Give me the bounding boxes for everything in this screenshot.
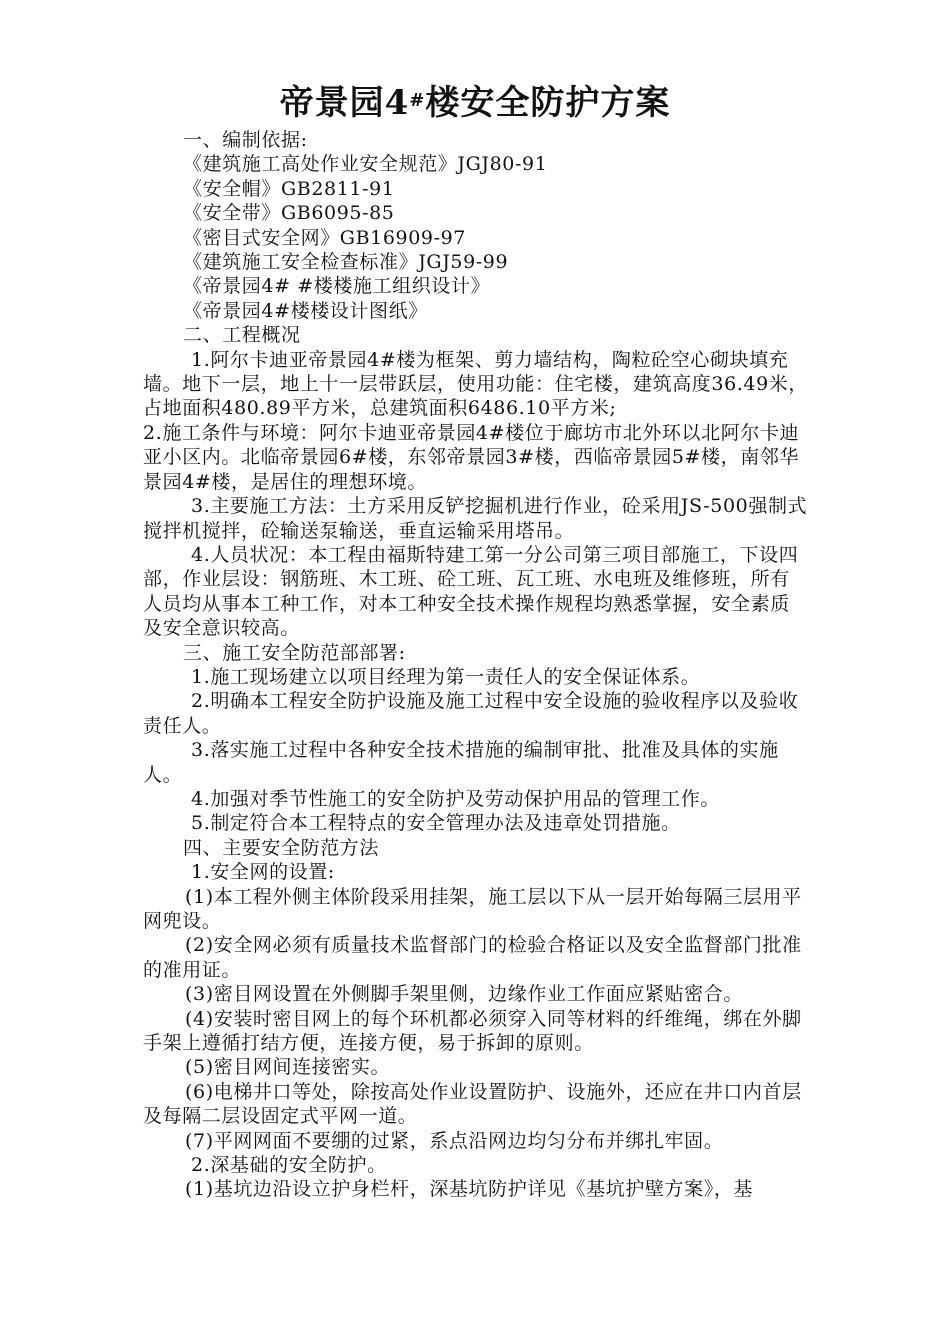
body-paragraph: 1.安全网的设置:	[191, 861, 335, 884]
body-paragraph: (4)安装时密目网上的每个环机都必须穿入同等材料的纤维绳，绑在外脚手架上遵循打结方便，连接方便，易于拆卸的原则。	[143, 1007, 802, 1055]
body-paragraph: 《建筑施工安全检查标准》JGJ59-99	[183, 251, 509, 274]
body-paragraph: 二、工程概况	[183, 324, 301, 347]
body-paragraph: 《帝景园4#楼楼设计图纸》	[183, 299, 428, 322]
title-prefix: 帝景园4	[279, 83, 410, 123]
body-paragraph: 《安全帽》GB2811-91	[183, 177, 395, 200]
body-paragraph: 2.明确本工程安全防护设施及施工过程中安全设施的验收程序以及验收责任人。	[143, 690, 799, 737]
body-paragraph: (5)密目网间连接密实。	[185, 1056, 391, 1079]
body-paragraph: 5.制定符合本工程特点的安全管理办法及违章处罚措施。	[191, 812, 681, 835]
body-paragraph: (7)平网网面不要绷的过紧，系点沿网边均匀分布并绑扎牢固。	[185, 1129, 724, 1152]
body-paragraph: 《建筑施工高处作业安全规范》JGJ80-91	[183, 153, 548, 176]
body-paragraph: (6)电梯井口等处，除按高处作业设置防护、设施外，还应在井口内首层及每隔二层设固定式平网一道。	[143, 1080, 802, 1128]
document-body	[143, 128, 808, 1202]
body-paragraph: 四、主要安全防范方法	[183, 836, 380, 859]
body-paragraph: 《密目式安全网》GB16909-97	[183, 226, 466, 249]
body-paragraph: (2)安全网必须有质量技术监督部门的检验合格证以及安全监督部门批准的准用证。	[143, 934, 802, 981]
body-paragraph: 4.人员状况：本工程由福斯特建工第一分公司第三项目部施工，下设四部，作业层设：钢筋班、木工班、砼工班、瓦工班、水电班及维修班，所有人员均从事本工种工作，对本工种安全技术操作规程均熟悉掌握，安全素质及安全意识较高。	[143, 543, 799, 640]
body-paragraph: 一、编制依据:	[183, 129, 308, 151]
body-paragraph: 《安全带》GB6095-85	[183, 202, 395, 225]
body-paragraph: 1.施工现场建立以项目经理为第一责任人的安全保证体系。	[191, 665, 701, 688]
body-paragraph: 三、施工安全防范部部署:	[183, 641, 406, 664]
body-paragraph: 2.深基础的安全防护。	[191, 1154, 387, 1177]
body-paragraph: 3.主要施工方法：土方采用反铲挖掘机进行作业，砼采用JS-500强制式搅拌机搅拌，砼输送泵输送，垂直运输采用塔吊。	[143, 495, 808, 542]
body-paragraph: 《帝景园4# #楼楼施工组织设计》	[183, 275, 491, 298]
body-paragraph: (3)密目网设置在外侧脚手架里侧，边缘作业工作面应紧贴密合。	[185, 983, 743, 1006]
page-title	[0, 82, 950, 124]
body-paragraph: (1)本工程外侧主体阶段采用挂架，施工层以下从一层开始每隔三层用平网兜设。	[143, 885, 802, 932]
title-suffix: 楼安全防护方案	[425, 83, 671, 123]
body-paragraph: (1)基坑边沿设立护身栏杆，深基坑防护详见《基坑护壁方案》，基	[185, 1178, 754, 1201]
body-paragraph: 4.加强对季节性施工的安全防护及劳动保护用品的管理工作。	[191, 787, 720, 810]
body-paragraph: 3.落实施工过程中各种安全技术措施的编制审批、批准及具体的实施人。	[143, 739, 779, 786]
title-superscript: #	[409, 90, 426, 111]
body-paragraph: 1.阿尔卡迪亚帝景园4#楼为框架、剪力墙结构，陶粒砼空心砌块填充墙。地下一层，地上十一层带跃层，使用功能：住宅楼，建筑高度36.49米，占地面积480.89平方米，总建筑面积6486.10平方米;	[143, 348, 808, 420]
body-paragraph: 2.施工条件与环境：阿尔卡迪亚帝景园4#楼位于廊坊市北外环以北阿尔卡迪亚小区内。北临帝景园6#楼，东邻帝景园3#楼，西临帝景园5#楼，南邻华景园4#楼，是居住的理想环境。	[143, 421, 800, 493]
